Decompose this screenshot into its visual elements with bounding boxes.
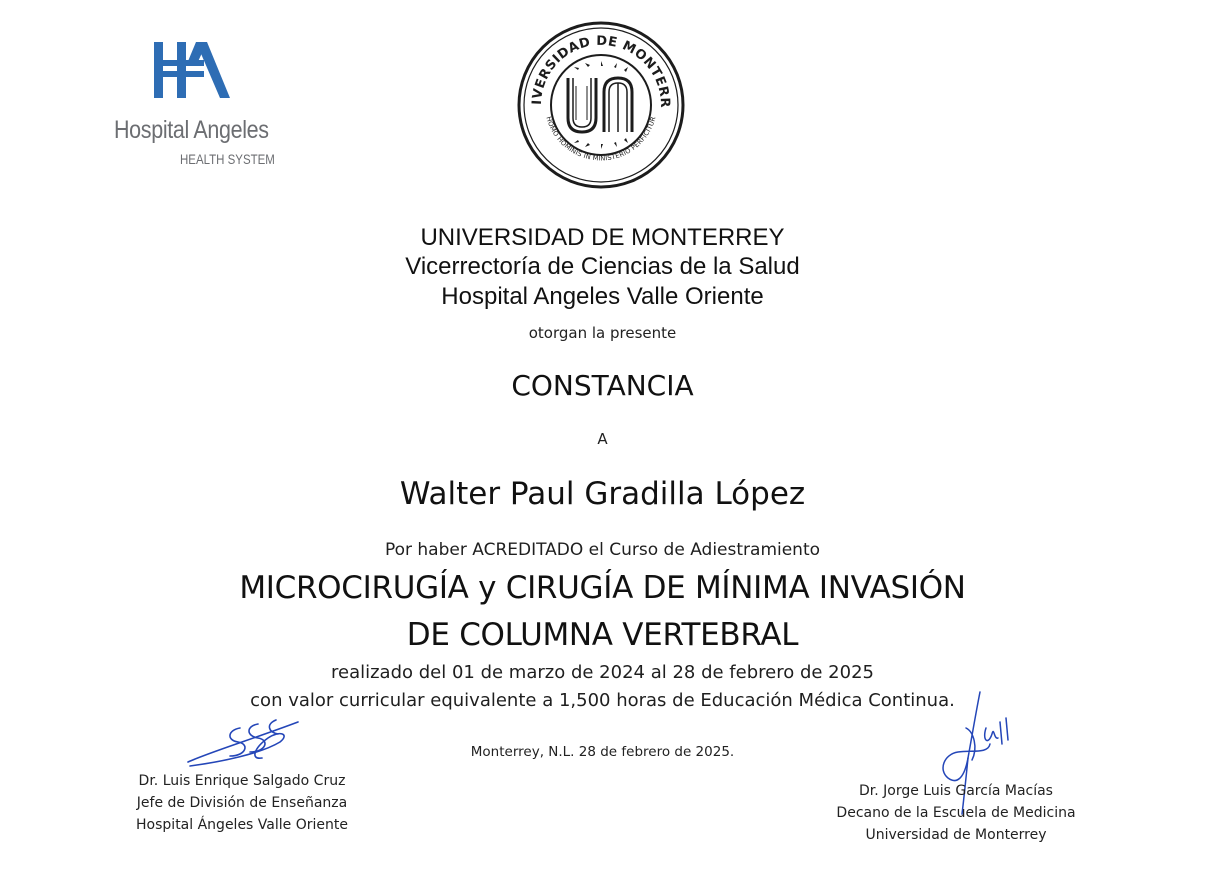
hospital-angeles-logo xyxy=(108,38,288,168)
right-signatory-name: Dr. Jorge Luis García Macías xyxy=(859,783,1053,799)
issuer-line-vicerrectoria: Vicerrectoría de Ciencias de la Salud xyxy=(405,253,800,280)
course-title-line1: MICROCIRUGÍA y CIRUGÍA DE MÍNIMA INVASIÓN xyxy=(239,570,966,606)
hospital-logo-name: Hospital Angeles xyxy=(114,116,269,144)
hospital-logo-subtitle: HEALTH SYSTEM xyxy=(180,151,275,167)
right-signatory-role: Decano de la Escuela de Medicina xyxy=(836,805,1076,821)
left-signature-icon xyxy=(180,712,310,772)
right-signatory-institution: Universidad de Monterrey xyxy=(865,827,1047,843)
svg-text:UNIVERSIDAD DE MONTERREY xyxy=(516,20,672,108)
place-date-text: Monterrey, N.L. 28 de febrero de 2025. xyxy=(470,744,735,760)
course-title-line2: DE COLUMNA VERTEBRAL xyxy=(406,617,799,653)
university-seal xyxy=(516,20,686,190)
document-title: CONSTANCIA xyxy=(511,369,694,402)
issuer-line-university: UNIVERSIDAD DE MONTERREY xyxy=(420,224,785,251)
reason-text: Por haber ACREDITADO el Curso de Adiestramiento xyxy=(384,540,821,560)
um-monogram-icon xyxy=(568,78,632,132)
left-signatory-institution: Hospital Ángeles Valle Oriente xyxy=(136,817,348,833)
left-signatory-block xyxy=(112,770,372,836)
left-signatory-role: Jefe de División de Enseñanza xyxy=(136,795,348,811)
credit-text: con valor curricular equivalente a 1,500 horas de Educación Médica Continua. xyxy=(250,690,955,711)
seal-motto-text: HOMO HOMINIS IN MINISTERIO PERFICITUR xyxy=(544,115,658,163)
to-label: A xyxy=(597,430,608,448)
seal-ring-text: IVERSIDAD DE MONTERR xyxy=(529,33,673,109)
right-signatory-block xyxy=(826,780,1086,846)
recipient-name: Walter Paul Gradilla López xyxy=(399,476,806,512)
left-signatory-name: Dr. Luis Enrique Salgado Cruz xyxy=(138,773,346,789)
laurel-icon xyxy=(574,61,628,149)
period-text: realizado del 01 de marzo de 2024 al 28 de febrero de 2025 xyxy=(330,662,874,683)
university-seal-emblem xyxy=(516,20,686,190)
ha-monogram-icon xyxy=(152,38,242,102)
svg-text:HOMO HOMINIS IN MINISTERIO PER xyxy=(544,115,657,162)
issuer-line-hospital: Hospital Angeles Valle Oriente xyxy=(441,283,764,310)
intro-text: otorgan la presente xyxy=(528,324,677,342)
